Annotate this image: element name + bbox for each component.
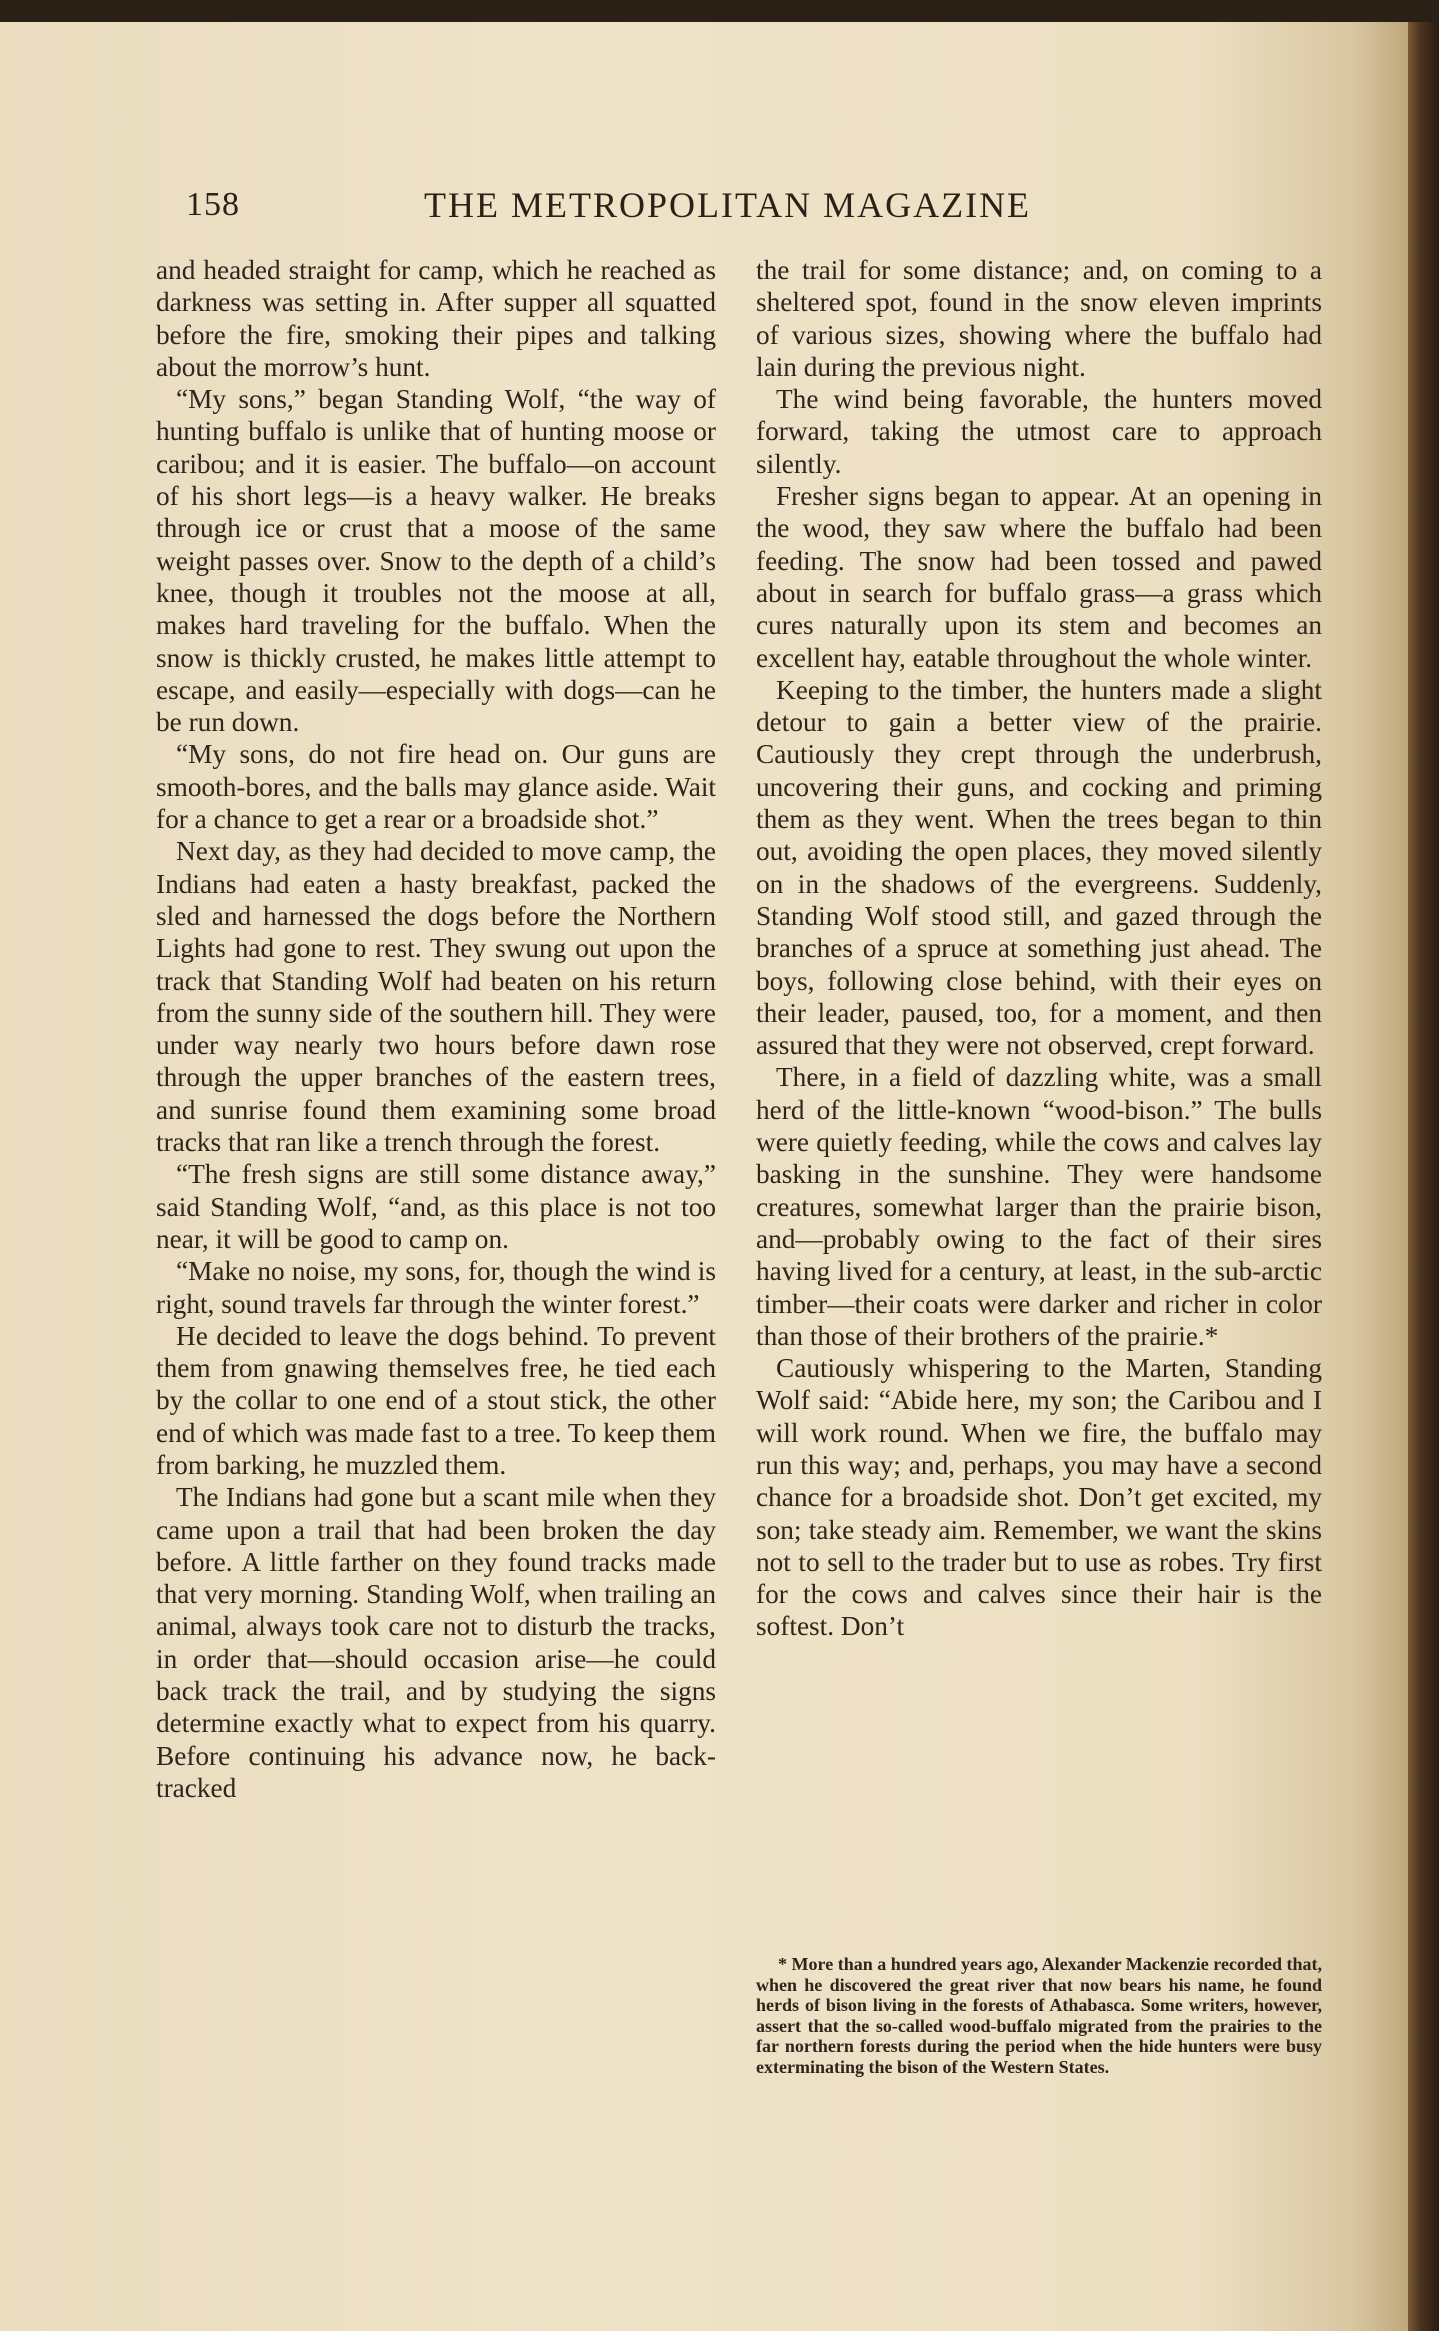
paragraph: The Indians had gone but a scant mile when they came upon a trail that had been broken the day before. A little farther on they found tracks made that very morning. Standing Wolf, when trailing an animal, always took care not to disturb the tracks, in order that—should occasion arise—he could back track the trail, and by studying the signs determine exactly what to expect from his quarry. Before continuing his advance now, he back-tracked (156, 1482, 716, 1803)
paragraph: “My sons, do not fire head on. Our guns are smooth-bores, and the balls may glance aside. Wait for a chance to get a rear or a broadside shot.” (156, 739, 716, 835)
paragraph: He decided to leave the dogs behind. To prevent them from gnawing themselves free, he tied each by the collar to one end of a stout stick, the other end of which was made fast to a tree. To keep them from barking, he muzzled them. (156, 1320, 717, 1480)
footnote-text: * More than a hundred years ago, Alexander Mackenzie recorded that, when he discovered the great river that now bears his name, he found herds of bison living in the forests of Athabasca. Some writers, however, assert that the so-called wood-buffalo migrated from the prairies to the far northern forests during the period when the hide hunters were busy exterminating the bison of the Western States. (756, 1954, 1322, 2077)
paragraph: Next day, as they had decided to move camp, the Indians had eaten a hasty breakfast, packed the sled and harnessed the dogs before the Northern Lights had gone to rest. They swung out upon the track that Standing Wolf had beaten on his return from the sunny side of the southern hill. They were under way nearly two hours before dawn rose through the upper branches of the eastern trees, and sunrise found them examining some broad tracks that ran like a trench through the forest. (156, 836, 716, 1158)
paragraph: Keeping to the timber, the hunters made a slight detour to gain a better view of the prairie. Cautiously they crept through the underbrush, uncovering their guns, and cocking and priming them as they went. When the trees began to thin out, avoiding the open places, they moved silently on in the shadows of the evergreens. Suddenly, Standing Wolf stood still, and gazed through the branches of a spruce at something just ahead. The boys, following close behind, with their eyes on their leader, paused, too, for a moment, and then assured that they were not observed, crept forward. (756, 674, 1322, 1061)
paragraph: The wind being favorable, the hunters moved forward, taking the utmost care to approach silently. (756, 384, 1322, 479)
magazine-title: THE METROPOLITAN MAGAZINE (424, 185, 1032, 225)
paragraph: There, in a field of dazzling white, was a small herd of the little-known “wood-bison.” The bulls were quietly feeding, while the cows and calves lay basking in the sunshine. They were handsome creatures, somewhat larger than the prairie bison, and—probably owing to the fact of their sires having lived for a century, at least, in the sub-arctic timber—their coats were darker and richer in color than those of their brothers of the prairie.* (756, 1062, 1322, 1351)
page-number: 158 (186, 186, 240, 223)
page-edge-shadow (1408, 22, 1439, 2331)
paragraph: “My sons,” began Standing Wolf, “the way of hunting buffalo is unlike that of hunting moose or caribou; and it is easier. The buffalo—on account of his short legs—is a heavy walker. He breaks through ice or crust that a moose of the same weight passes over. Snow to the depth of a child’s knee, though it troubles not the moose at all, makes hard traveling for the buffalo. When the snow is thickly crusted, he makes little attempt to escape, and easily—especially with dogs—can he be run down. (156, 384, 716, 738)
paragraph: the trail for some distance; and, on coming to a sheltered spot, found in the snow eleven imprints of various sizes, showing where the buffalo had lain during the previous night. (756, 255, 1322, 382)
page-header (150, 172, 1400, 232)
paragraph: Cautiously whispering to the Marten, Standing Wolf said: “Abide here, my son; the Caribou and I will work round. When we fire, the buffalo may run this way; and, perhaps, you may have a second chance for a broadside shot. Don’t get excited, my son; take steady aim. Remember, we want the skins not to sell to the trader but to use as robes. Try first for the cows and calves since their hair is the softest. Don’t (756, 1353, 1322, 1642)
paragraph: and headed straight for camp, which he reached as darkness was setting in. After supper all squatted before the fire, smoking their pipes and talking about the morrow’s hunt. (156, 255, 716, 382)
paragraph: Fresher signs began to appear. At an opening in the wood, they saw where the buffalo had been feeding. The snow had been tossed and pawed about in search for buffalo grass—a grass which cures naturally upon its stem and becomes an excellent hay, eatable throughout the whole winter. (756, 481, 1322, 673)
paragraph: “Make no noise, my sons, for, though the wind is right, sound travels far through the winter forest.” (156, 1256, 716, 1319)
footnote (756, 1954, 1322, 2077)
right-column (756, 254, 1322, 1643)
left-column (156, 254, 716, 1804)
paragraph: “The fresh signs are still some distance away,” said Standing Wolf, “and, as this place is not too near, it will be good to camp on. (156, 1159, 716, 1254)
